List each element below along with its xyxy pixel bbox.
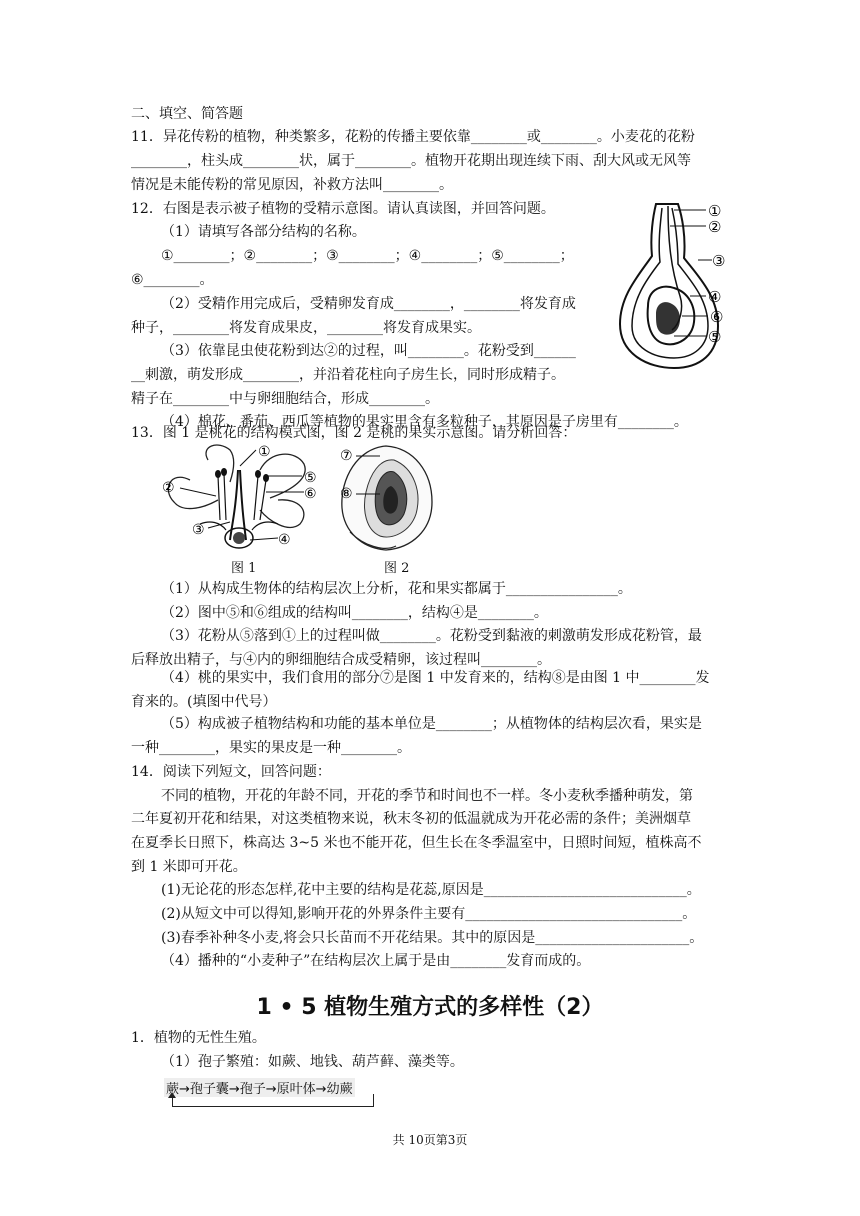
peach-flower-diagram: [160, 440, 325, 556]
q14-line-2: 不同的植物，开花的年龄不同，开花的季节和时间也不一样。冬小麦秋季播种萌发，第: [161, 788, 693, 804]
q12-line-2: （1）请填写各部分结构的名称。: [161, 224, 366, 240]
q14-line-4: 在夏季长日照下，株高达 3~5 米也不能开花，但生长在冬季温室中，日照时间短，植株高不: [131, 835, 702, 851]
fig-label-2: ②: [708, 218, 722, 236]
fig1-label-5: ⑤: [304, 470, 317, 486]
q11-line-1: 11．异花传粉的植物，种类繁多，花粉的传播主要依靠________或________。小麦花的花粉: [131, 129, 695, 145]
s2-line-1: 1．植物的无性生殖。: [131, 1030, 266, 1046]
q11-line-3: 情况是未能传粉的常见原因，补救方法叫________。: [131, 177, 453, 193]
flow-line-right: [373, 1094, 374, 1106]
q12-line-1: 12．右图是表示被子植物的受精示意图。请认真读图，并回答问题。: [131, 201, 555, 217]
fig1-label-2: ②: [162, 480, 175, 496]
q14-line-5: 到 1 米即可开花。: [131, 859, 247, 875]
q13-line-5: （4）桃的果实中，我们食用的部分⑦是图 1 中发育来的，结构⑧是由图 1 中________发: [161, 670, 710, 686]
q14-line-6: (1)无论花的形态怎样,花中主要的结构是花蕊,原因是_____________________________。: [161, 882, 701, 898]
flow-text: 蕨→孢子囊→孢子→原叶体→幼蕨: [164, 1078, 355, 1097]
fig1-label-1: ①: [258, 444, 271, 460]
peach-fruit-diagram: [336, 442, 436, 554]
q12-line-9: 精子在________中与卵细胞结合，形成________。: [131, 391, 439, 407]
q12-line-7: （3）依靠昆虫使花粉到达②的过程，叫________。花粉受到______: [161, 343, 576, 359]
section-title: 1 • 5 植物生殖方式的多样性（2）: [256, 995, 604, 1020]
fig-label-6: ⑥: [710, 308, 724, 326]
q13-line-1: （1）从构成生物体的结构层次上分析，花和果实都属于________________。: [161, 581, 632, 597]
q12-line-8: __刺激，萌发形成________，并沿着花柱向子房生长，同时形成精子。: [131, 367, 565, 383]
q12-line-6: 种子，________将发育成果皮，________将发育成果实。: [131, 320, 481, 336]
q13-line-3: （3）花粉从⑤落到①上的过程叫做________。花粉受到黏液的刺激萌发形成花粉管，最: [161, 628, 702, 644]
fig-label-1: ①: [708, 202, 722, 220]
q11-line-2: ________，柱头成________状，属于________。植物开花期出现连续下雨、刮大风或无风等: [131, 153, 691, 169]
q12-line-10: （4）棉花、番茄、西瓜等植物的果实里含有多粒种子，其原因是子房里有________。: [161, 414, 688, 430]
fern-lifecycle-flow: [164, 1078, 376, 1108]
q13-line-4: 后释放出精子，与④内的卵细胞结合成受精卵，该过程叫________。: [131, 652, 551, 668]
q14-line-9: （4）播种的“小麦种子”在结构层次上属于是由________发育而成的。: [161, 953, 591, 969]
q12-line-3: ①________；②________；③________；④________；⑤________；: [161, 248, 574, 264]
fertilization-diagram: [608, 196, 758, 372]
page-footer: 共 10页第3页: [392, 1133, 468, 1147]
q12-line-5: （2）受精作用完成后，受精卵发育成________，________将发育成: [161, 296, 576, 312]
q13-line-8: 一种________，果实的果皮是一种________。: [131, 740, 411, 756]
flow-line-bottom: [172, 1106, 374, 1107]
fig1-label-6: ⑥: [304, 486, 317, 502]
q14-line-1: 14．阅读下列短文，回答问题：: [131, 764, 331, 780]
q14-line-8: (3)春季补种冬小麦,将会只长苗而不开花结果。其中的原因是______________________。: [161, 930, 704, 946]
fig-label-4: ④: [708, 288, 722, 306]
fig2-label-8: ⑧: [340, 486, 353, 502]
q13-line-6: 育来的。(填图中代号）: [131, 694, 277, 710]
fig-label-5: ⑤: [708, 328, 722, 346]
q13-intro: 13．图 1 是桃花的结构模式图，图 2 是桃的果实示意图。请分析回答：: [131, 425, 577, 441]
q13-line-7: （5）构成被子植物结构和功能的基本单位是________；从植物体的结构层次看，果实是: [161, 716, 702, 732]
section-heading: 二、填空、简答题: [131, 106, 243, 122]
q13-line-2: （2）图中⑤和⑥组成的结构叫________，结构④是________。: [161, 605, 548, 621]
fig-label-3: ③: [712, 252, 726, 270]
arrowhead-icon: [168, 1092, 176, 1098]
fig1-caption: 图 1: [231, 561, 257, 576]
q12-line-4: ⑥________。: [131, 272, 214, 288]
s2-line-2: （1）孢子繁殖：如蕨、地钱、葫芦藓、藻类等。: [161, 1054, 464, 1070]
q14-line-3: 二年夏初开花和结果，对这类植物来说，秋末冬初的低温就成为开花必需的条件；美洲烟草: [131, 811, 691, 827]
fig1-label-3: ③: [192, 522, 205, 538]
fig1-label-4: ④: [278, 532, 291, 548]
q14-line-7: (2)从短文中可以得知,影响开花的外界条件主要有_______________________________。: [161, 906, 697, 922]
fig2-label-7: ⑦: [340, 448, 353, 464]
fig2-caption: 图 2: [384, 561, 410, 576]
